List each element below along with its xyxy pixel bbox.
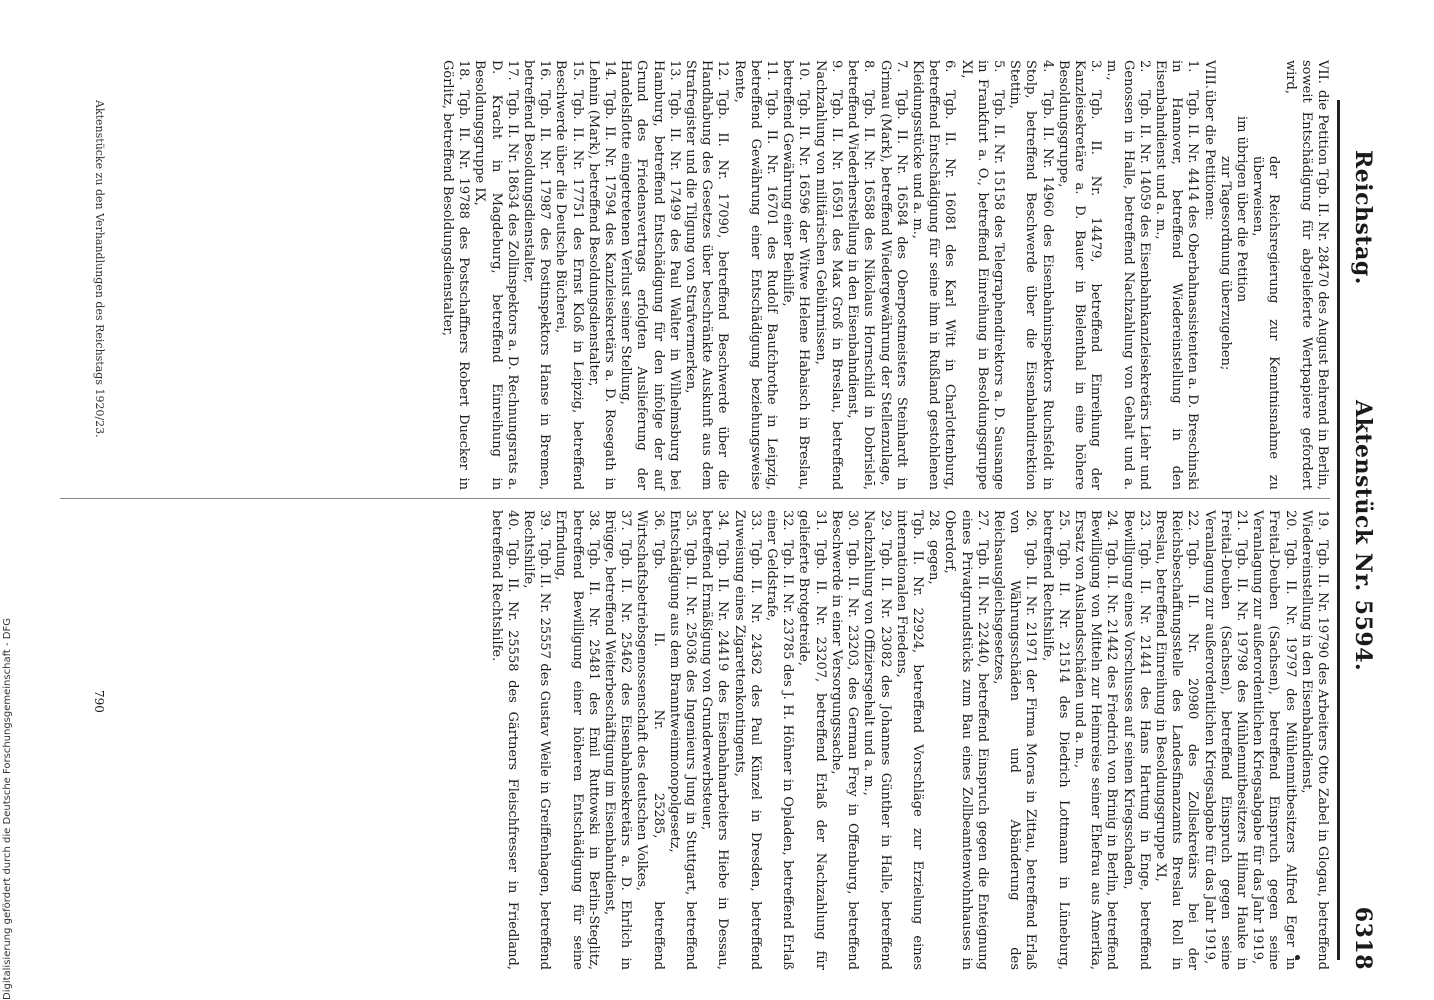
entry-text: Tgb. II. Nr. 22924, betreffend Vorschläge zur Erzielung eines internationalen Friedens, bbox=[893, 510, 925, 970]
entry-text: Tgb. II. Nr. 20980 des Zollsekretärs bei der Reichsbeschaffungsstelle des Landesfinanzamts Breslau Roll in Breslau, betreffend Einreihung in Besoldungsgruppe XI, bbox=[1152, 510, 1201, 970]
entry-text: Tgb. II. Nr. 19788 des Postschaffners Robert Duecker in Görlitz, betreffend Besoldungsdienstalter, bbox=[440, 60, 472, 490]
entry-number: 14. bbox=[602, 60, 618, 81]
entry-text: zur Tagesordnung überzugehen; bbox=[1217, 156, 1233, 371]
petition-entry bbox=[1281, 60, 1330, 490]
entry-number: 39. bbox=[537, 510, 553, 531]
petition-entry bbox=[1152, 510, 1201, 970]
entry-number: 10. bbox=[796, 60, 812, 81]
entry-text: Tgb. II. Nr. 16584 des Oberpostmeisters Steinhardt in Grimau (Mark), betreffend Wiedergewährung der Stellenzulage, bbox=[877, 60, 909, 490]
petition-entry bbox=[812, 60, 844, 490]
petition-entry bbox=[585, 60, 617, 490]
entry-number: 30. bbox=[845, 510, 861, 531]
entry-number: 8. bbox=[861, 60, 877, 73]
petition-entry bbox=[795, 510, 827, 970]
petition-entry bbox=[860, 510, 892, 970]
entry-number: 29. bbox=[877, 510, 893, 531]
petition-entry bbox=[552, 60, 584, 490]
petition-entry bbox=[1217, 60, 1233, 490]
entry-number: 23. bbox=[1136, 510, 1152, 531]
entry-number: 7. bbox=[893, 60, 909, 73]
entry-text: Tgb. II. Nr. 16701 des Rudolf Baufchrothe in Leipzig, betreffend Gewährung einer Entschädigung beziehungsweise Rente, bbox=[731, 60, 780, 490]
entry-text: der Reichsregierung zur Kenntnisnahme zu überweisen, bbox=[1250, 156, 1282, 490]
entry-text: Tgb. II. Nr. 23082 des Johannes Günther in Halle, betreffend Nachzahlung von Offiziersgehalt und a. m., bbox=[861, 510, 893, 970]
petition-entry bbox=[828, 510, 860, 970]
petition-entry bbox=[1071, 510, 1120, 970]
petition-entry bbox=[990, 510, 1039, 970]
page-number-top: 6318 bbox=[1350, 906, 1376, 970]
footer-source: Aktenstücke zu den Verhandlungen des Reichstags 1920/23. bbox=[93, 100, 106, 438]
entry-text: Tgb. II. Nr. 22440, betreffend Einspruch gegen die Enteignung eines Privatgrundstücks zum Bau eines Zollbeamtenwohnhauses in Oberdorf, bbox=[942, 510, 990, 970]
petition-entry bbox=[730, 510, 762, 970]
entry-number: 1. bbox=[1185, 60, 1201, 73]
entry-text: Tgb. II. Nr. 17090, betreffend Beschwerde über die Handhabung des Gesetzes über beschränkte Auskunft aus dem Strafregister und die Tilgung von Strafvermerken, bbox=[683, 60, 731, 490]
entry-number: 17. bbox=[504, 60, 520, 81]
entry-text: Tgb. II. Nr. 25462 des Eisenbahnsekretärs a. D. Ehrlich in Brügge, betreffend Weiterbeschäftigung im Eisenbahndienst, bbox=[602, 510, 634, 970]
petition-entry bbox=[439, 60, 471, 490]
entry-number: 34. bbox=[715, 510, 731, 531]
entry-text: Tgb. II. Nr. 24362 des Paul Künzel in Dresden, betreffend Zuweisung eines Zigarettenkontingents, bbox=[731, 510, 763, 970]
petition-entry bbox=[1249, 510, 1298, 970]
entry-text: Tgb. II. Nr. 17987 des Postinspektors Hanse in Bremen, betreffend Besoldungsdienstalter, bbox=[521, 60, 553, 490]
entry-number: 35. bbox=[683, 510, 699, 531]
entry-text: Tgb. II. Nr. 16596 der Witwe Helene Habaisch in Breslau, betreffend Gewährung einer Beihilfe, bbox=[780, 60, 812, 490]
entry-number: 19. bbox=[1315, 510, 1330, 531]
entry-text: Tgb. II. Nr. 25036 des Ingenieurs Jung in Stuttgart, betreffend Entschädigung aus dem Branntweinmonopolgesetz, bbox=[666, 510, 699, 970]
entry-text: Tgb. II. Nr. 23207, betreffend Erlaß der Nachzahlung für gelieferte Brotgetreide, bbox=[796, 510, 828, 970]
entry-text: Tgb. II. Nr. 4414 des Oberbahnassistenten a. D. Breschinski in Hannover, betreffend Wiedereinstellung in den Eisenbahndienst und a. m., bbox=[1152, 60, 1201, 490]
petition-entry bbox=[1152, 60, 1201, 490]
entry-text: Tgb. II. Nr. 17594 des Kanzleisekretärs a. D. Rosegath in Lehnin (Mark), betreffend Besoldungsdienstalter, bbox=[585, 60, 618, 490]
entry-number: 16. bbox=[537, 60, 553, 81]
column-divider bbox=[60, 498, 1330, 499]
petition-entry bbox=[1233, 60, 1249, 490]
petition-entry bbox=[601, 510, 633, 970]
entry-number: 2. bbox=[1136, 60, 1152, 73]
entry-text: Tgb. II. Nr. 23785 des J. H. Höhner in Opladen, betreffend Erlaß einer Geldstrafe, bbox=[764, 510, 796, 970]
entry-number: 40. bbox=[504, 510, 520, 531]
petition-entry bbox=[1055, 60, 1104, 490]
header-title: Aktenstück Nr. 5594. bbox=[1350, 400, 1376, 672]
entry-text: Tgb. II. Nr. 19797 des Mühlenmitbesitzers Alfred Eger in Freital-Deuben (Sachsen), betreffend Einspruch gegen seine Veranlagung zur außerordentlichen Kriegsabgabe für das Jahr 1919, bbox=[1250, 510, 1298, 970]
header-left: Reichstag. bbox=[1350, 150, 1376, 285]
left-column bbox=[439, 60, 1330, 490]
petition-entry bbox=[957, 60, 1006, 490]
entry-number: 26. bbox=[1023, 510, 1039, 531]
entry-number: 22. bbox=[1185, 510, 1201, 531]
petition-entry bbox=[844, 60, 876, 490]
entry-text: Tgb. II. Nr. 25558 des Gärtners Fleischfresser in Friedland, betreffend Rechtshilfe. bbox=[488, 510, 520, 970]
petition-entry bbox=[730, 60, 779, 490]
entry-text: Tgb. II. Nr. 21971 der Firma Moras in Zittau, betreffend Erlaß von Währungsschäden und Abänderung des Reichsausgleichsgesetzes, bbox=[990, 510, 1039, 970]
entry-number: 11. bbox=[764, 60, 780, 81]
petition-entry bbox=[1119, 510, 1151, 970]
entry-number: 38. bbox=[585, 510, 601, 531]
petition-entry bbox=[552, 510, 601, 970]
entry-number: 3. bbox=[1088, 60, 1104, 73]
entry-text: Tgb. II. Nr. 25557 des Gustav Weile in Greiffenhagen, betreffend Rechtshilfe, bbox=[521, 510, 553, 970]
entry-text: Tgb. II. Nr. 14960 des Eisenbahninspektors Ruchsfeldt in Stolp, betreffend Beschwerde über die Eisenbahndirektion Stettin, bbox=[1007, 60, 1055, 490]
petition-entry bbox=[682, 60, 731, 490]
entry-text: Tgb. II. Nr. 18634 des Zollinspektors a. D. Rechnungsrats a. D. Kracht in Magdeburg, betreffend Einreihung in Besoldungsgruppe IX, bbox=[472, 60, 520, 490]
petition-entry bbox=[1038, 510, 1070, 970]
entry-text: Tgb. II. Nr. 15158 des Telegraphendirektors a. D. Sausange in Frankfurt a. O., betreffend Einreihung in Besoldungsgruppe XI, bbox=[958, 60, 1006, 490]
petition-entry bbox=[925, 510, 941, 970]
entry-number: 13. bbox=[666, 60, 682, 81]
petition-entry bbox=[617, 60, 682, 490]
entry-text: Tgb. II. Nr. 25481 des Emil Ruttowski in Berlin-Steglitz, betreffend Bewilligung einer höheren Entschädigung für seine Erfindung, bbox=[553, 510, 601, 970]
header-rule bbox=[1337, 100, 1340, 960]
footer-page-number: 790 bbox=[92, 690, 106, 713]
entry-number: 31. bbox=[812, 510, 828, 531]
entry-number: 27. bbox=[974, 510, 990, 531]
entry-number: 28. bbox=[926, 510, 942, 531]
entry-number: 37. bbox=[618, 510, 634, 531]
entry-text: Tgb. II. Nr. 21442 des Friedrich von Brinig in Berlin, betreffend Bewilligung von Mitteln zur Heimreise seiner Ehefrau aus Amerika, Ersatz von Auslandsschäden und a. m., bbox=[1071, 510, 1120, 970]
dfg-note: Digitalisierung gefördert durch die Deutsche Forschungsgemeinschaft - DFG bbox=[2, 617, 13, 1000]
entry-number: 12. bbox=[715, 60, 731, 81]
entry-number: 33. bbox=[747, 510, 763, 531]
petition-entry bbox=[471, 60, 520, 490]
entry-text: im übrigen über die Petition bbox=[1233, 116, 1249, 303]
entry-number: 6. bbox=[942, 60, 958, 73]
entry-text: Tgb. II. Nr. 16591 des Max Groß in Breslau, betreffend Nachzahlung von militärischen Gebührnissen, bbox=[812, 60, 844, 490]
petition-entry bbox=[941, 510, 990, 970]
entry-number: 5. bbox=[990, 60, 1006, 73]
entry-number: 24. bbox=[1104, 510, 1120, 531]
petition-entry bbox=[698, 510, 730, 970]
entry-text: Tgb. II. Nr. 23203, des German Frey in Offenburg, betreffend Beschwerde in einer Versorgungssache, bbox=[828, 510, 861, 970]
entry-number: 32. bbox=[780, 510, 796, 531]
entry-text: Tgb. II. Nr. 24419 des Eisenbahnarbeiters Hiebe in Dessau, betreffend Ermäßigung von Grunderwerbsteuer, bbox=[699, 510, 731, 970]
entry-text: Tgb. II. Nr. 17751 des Ernst Kloß in Leipzig, betreffend Beschwerde über die Deutsche Bücherei, bbox=[553, 60, 585, 490]
entry-text: Tgb. II. Nr. 19790 des Arbeiters Otto Zabel in Glogau, betreffend Wiedereinstellung in den Eisenbahndienst, bbox=[1298, 510, 1330, 970]
entry-text: Tgb. II. Nr. 16081 des Karl Witt in Charlottenburg, betreffend Entschädigung für seine ihm in Rußland gestohlenen Kleidungsstücke und a. m., bbox=[909, 60, 958, 490]
petition-entry bbox=[520, 510, 552, 970]
entry-text: Tgb. II. Nr. 17499 des Paul Walter in Wilhelmsburg bei Hamburg, betreffend Entschädigung für den infolge der auf Grund des Friedensvertrags erfolgten Auslieferung der Handelsflotte eingetretenen Verlust seiner Stellung, bbox=[618, 60, 682, 490]
petition-entry bbox=[633, 510, 665, 970]
entry-text: Tgb. II. Nr. 25285, betreffend Wirtschaftsbetriebsgenossenschaft des deutschen Volkes, bbox=[634, 510, 666, 970]
entry-text: Tgb. II. Nr. 14059 des Eisenbahnkanzleisekretärs Liehr und Genossen in Halle, betreffend Nachzahlung von Gehalt und a. m., bbox=[1104, 60, 1152, 490]
entry-number: 36. bbox=[650, 510, 666, 531]
petition-entry bbox=[909, 60, 958, 490]
entry-number: 18. bbox=[456, 60, 472, 81]
petition-entry bbox=[1200, 510, 1249, 970]
petition-entry bbox=[876, 60, 908, 490]
entry-text: Tgb. II. Nr. 14479, betreffend Einreihung der Kanzleisekretäre a. D. Bauer in Bielenthal in eine höhere Besoldungsgruppe, bbox=[1055, 60, 1104, 490]
entry-number: VII. bbox=[1315, 60, 1330, 84]
petition-entry bbox=[520, 60, 552, 490]
petition-entry bbox=[487, 510, 519, 970]
entry-text: Tgb. II. Nr. 19798 des Mühlenmitbesitzers Hilmar Hauke in Freital-Deuben (Sachsen), betreffend Einspruch gegen seine Veranlagung zur außerordentlichen Kriegsabgabe für das Jahr 1919, bbox=[1201, 510, 1249, 970]
entry-number: 15. bbox=[569, 60, 585, 81]
petition-entry bbox=[893, 510, 925, 970]
petition-entry bbox=[1200, 60, 1216, 490]
entry-text: gegen, bbox=[926, 540, 942, 585]
petition-entry bbox=[763, 510, 795, 970]
entry-text: die Petition Tgb. II. Nr. 28470 des August Behrend in Berlin, soweit Entschädigung für abgelieferte Wertpapiere gefordert wird, bbox=[1282, 60, 1330, 490]
petition-entry bbox=[1249, 60, 1281, 490]
petition-entry bbox=[779, 60, 811, 490]
petition-entry bbox=[1103, 60, 1152, 490]
page-header bbox=[1342, 150, 1376, 970]
right-column bbox=[487, 510, 1330, 970]
entry-number: 25. bbox=[1055, 510, 1071, 531]
entry-text: Tgb. II. Nr. 16588 des Nikolaus Hornschild in Dobrisleī, betreffend Wiederherstellung in den Eisenbahndienst, bbox=[845, 60, 877, 490]
entry-text: Tgb. II. Nr. 21441 des Hans Hartung in Enge, betreffend Bewilligung eines Vorschusses auf seinen Kriegsschaden, bbox=[1120, 510, 1152, 970]
entry-number: 20. bbox=[1282, 510, 1298, 531]
entry-number: VIII. bbox=[1201, 60, 1217, 89]
entry-text: Tgb. II. Nr. 21514 des Diedrich Lottmann in Lüneburg, betreffend Rechtshilfe, bbox=[1039, 510, 1071, 970]
petition-entry bbox=[1298, 510, 1330, 970]
petition-entry bbox=[1006, 60, 1055, 490]
entry-text: über die Petitionen: bbox=[1201, 90, 1217, 221]
petition-entry bbox=[666, 510, 698, 970]
entry-number: 21. bbox=[1233, 510, 1249, 531]
entry-number: 9. bbox=[828, 60, 844, 73]
entry-number: 4. bbox=[1039, 60, 1055, 73]
